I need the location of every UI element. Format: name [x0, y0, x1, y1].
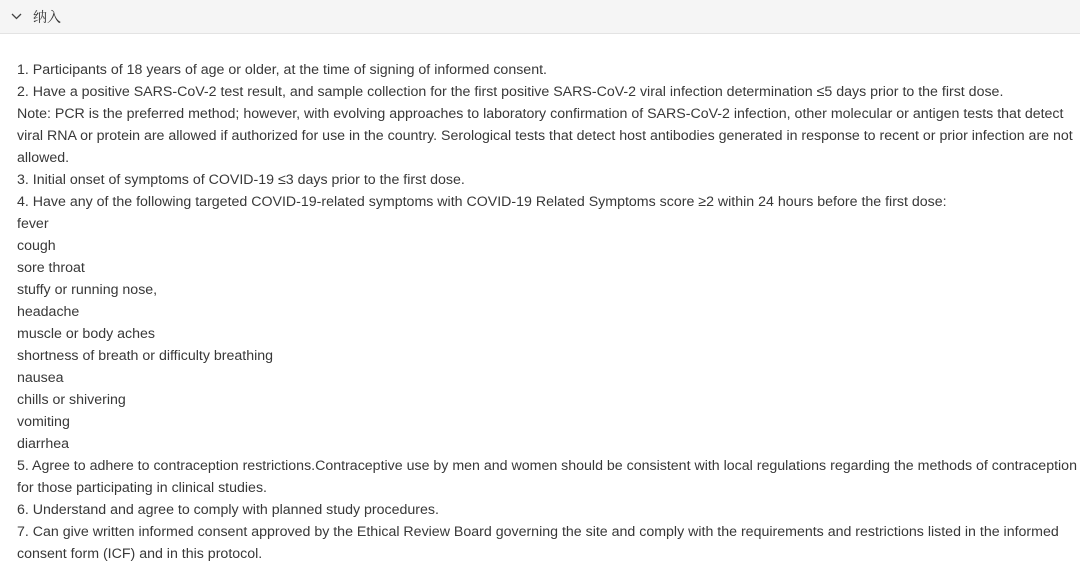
symptom-item: stuffy or running nose, — [17, 282, 158, 298]
criterion-note: Note: PCR is the preferred method; however, with evolving approaches to laboratory confirmation of SARS-CoV-2 infection, other molecular or antigen tests that detect viral RNA or protein are allowed if authorized for use in the country. Serological tests that detect host antibodies generated in response to recent or prior infection are not allowed. — [17, 106, 1073, 166]
chevron-down-icon[interactable] — [9, 10, 23, 24]
criterion-line: 7. Can give written informed consent approved by the Ethical Review Board governing the site and comply with the requirements and restrictions listed in the informed consent form (ICF) and in this protocol. — [17, 524, 1059, 562]
section-title: 纳入 — [33, 9, 61, 26]
criterion-line: 2. Have a positive SARS-CoV-2 test result, and sample collection for the first positive SARS-CoV-2 viral infection determination ≤5 days prior to the first dose. — [17, 84, 1004, 100]
symptom-item: sore throat — [17, 260, 85, 276]
symptom-item: muscle or body aches — [17, 326, 156, 342]
section-header-toggle[interactable] — [0, 0, 1080, 34]
criterion-line: 6. Understand and agree to comply with planned study procedures. — [17, 502, 439, 518]
symptom-item: cough — [17, 238, 56, 254]
symptom-item: headache — [17, 304, 80, 320]
criterion-line: 5. Agree to adhere to contraception restrictions.Contraceptive use by men and women should be consistent with local regulations regarding the methods of contraception for those participating in clinical studies. — [17, 458, 1077, 496]
symptom-item: fever — [17, 216, 49, 232]
criterion-line: 1. Participants of 18 years of age or older, at the time of signing of informed consent. — [17, 62, 547, 78]
symptom-item: chills or shivering — [17, 392, 126, 408]
criterion-line: 3. Initial onset of symptoms of COVID-19 ≤3 days prior to the first dose. — [17, 172, 465, 188]
symptom-item: diarrhea — [17, 436, 70, 452]
symptom-item: shortness of breath or difficulty breathing — [17, 348, 274, 364]
criterion-line: 4. Have any of the following targeted COVID-19-related symptoms with COVID-19 Related Symptoms score ≥2 within 24 hours before the first dose: — [17, 194, 947, 210]
symptom-item: vomiting — [17, 414, 70, 430]
inclusion-criteria-text — [17, 59, 1077, 565]
symptom-item: nausea — [17, 370, 64, 386]
